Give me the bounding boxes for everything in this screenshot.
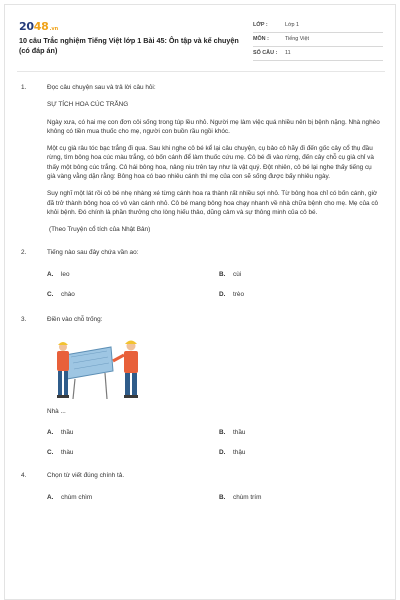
- builders-illustration: [47, 333, 157, 403]
- option-text: thầu: [233, 428, 246, 436]
- story-paragraph: Ngày xưa, có hai mẹ con đơn côi sống trong túp lều nhỏ. Người mẹ làm việc quá nhiều nên bị bệnh nặng. Nhà nghèo không có tiền mua thuốc cho mẹ, người con buồn rầu ngồi khóc.: [47, 118, 380, 135]
- answer-option-b[interactable]: [219, 493, 391, 502]
- option-text: leo: [61, 270, 70, 278]
- option-letter: B.: [219, 493, 226, 501]
- option-text: thàu: [61, 449, 74, 457]
- question-3: [21, 315, 381, 457]
- meta-value: Tiếng Việt: [285, 36, 309, 42]
- option-letter: C.: [47, 449, 54, 457]
- answer-options: [47, 493, 381, 502]
- question-number: 4.: [21, 472, 27, 480]
- header-divider: [17, 71, 385, 72]
- answer-option-a[interactable]: [47, 493, 219, 502]
- question-number: 1.: [21, 84, 27, 91]
- question-text: Đọc câu chuyện sau và trả lời câu hỏi:: [47, 84, 156, 91]
- option-letter: C.: [47, 290, 54, 298]
- answer-option-c[interactable]: [47, 448, 219, 457]
- question-2: [21, 248, 381, 299]
- option-letter: B.: [219, 428, 226, 436]
- question-text: Tiếng nào sau đây chứa vần ao:: [47, 249, 139, 257]
- builders-image: [47, 333, 157, 403]
- page-title: 10 câu Trắc nghiệm Tiếng Việt lớp 1 Bài 45: Ôn tập và kể chuyện (có đáp án): [19, 36, 239, 56]
- question-number: 2.: [21, 249, 27, 257]
- meta-table: [253, 19, 383, 61]
- question-text: Chọn từ viết đúng chính tả.: [47, 472, 125, 480]
- answer-option-c[interactable]: [47, 290, 219, 299]
- answer-option-a[interactable]: [47, 428, 219, 437]
- option-text: chào: [61, 290, 75, 298]
- option-letter: D.: [219, 449, 226, 457]
- answer-options: [47, 428, 381, 458]
- logo-text: 2048: [19, 20, 49, 33]
- story-source: (Theo Truyện cổ tích của Nhật Bản): [49, 226, 151, 234]
- story-title: SỰ TÍCH HOA CÚC TRẮNG: [47, 101, 129, 109]
- meta-row-count: [253, 47, 383, 61]
- answer-option-d[interactable]: [219, 290, 391, 299]
- option-text: chùm trím: [233, 493, 262, 501]
- answer-option-a[interactable]: [47, 270, 219, 279]
- meta-row-subject: [253, 33, 383, 47]
- meta-value: 11: [285, 50, 291, 56]
- story-paragraph: Một cụ già râu tóc bạc trắng đi qua. Sau khi nghe cô bé kể lại câu chuyện, cụ bảo cô hãy đi đến gốc cây cổ thụ đầu rừng, tìm bông hoa cúc màu trắng, có bốn cánh để làm thuốc cứu mẹ. Cô bé đi vào rừng, đến cây chỗ cụ già chỉ và thấy một bông cúc trắng. Cô hái bông hoa, nâng niu trên tay như là vật quý. Đột nhiên, cô bé lại nghe thấy tiếng cụ già vàng vằng dặn rằng: Bông hoa có bao nhiêu cánh thì mẹ của con sẽ sống được bấy nhiêu ngày.: [47, 145, 374, 180]
- question-1: [21, 83, 381, 234]
- answer-option-b[interactable]: [219, 270, 391, 279]
- site-logo[interactable]: [19, 19, 58, 31]
- fill-in-blank: Nhà ...: [47, 407, 66, 415]
- question-text: Điền vào chỗ trống:: [47, 316, 103, 324]
- question-number: 3.: [21, 316, 27, 324]
- meta-label: MÔN :: [253, 36, 269, 42]
- option-text: thậu: [233, 449, 246, 457]
- logo-tld: .vn: [49, 26, 59, 32]
- meta-label: LỚP :: [253, 22, 268, 28]
- option-letter: A.: [47, 493, 54, 501]
- option-letter: B.: [219, 270, 226, 278]
- worksheet-page: [4, 4, 396, 600]
- answer-option-b[interactable]: [219, 428, 391, 437]
- header: [13, 15, 389, 65]
- option-text: chùm chìm: [61, 493, 93, 501]
- meta-row-grade: [253, 19, 383, 33]
- story-paragraph: Suy nghĩ một lát rồi cô bé nhẹ nhàng xé từng cánh hoa ra thành rất nhiều sợi nhỏ. Từ bông hoa chỉ có bốn cánh, giờ đã trở thành bông hoa có vô vàn cánh nhỏ. Cô bé mang bông hoa chạy nhanh về nhà chữa bệnh cho mẹ. Mẹ của cô khỏi bệnh. Đó chính là phần thưởng cho lòng hiếu thảo, dũng cảm và sự thông minh của cô bé.: [47, 190, 379, 216]
- answer-options: [47, 270, 381, 300]
- option-letter: D.: [219, 290, 226, 298]
- question-list: [21, 83, 381, 502]
- meta-label: SỐ CÂU :: [253, 50, 278, 56]
- option-letter: A.: [47, 270, 54, 278]
- option-text: thầu: [61, 428, 74, 436]
- question-4: [21, 471, 381, 502]
- meta-value: Lớp 1: [285, 22, 300, 28]
- option-text: trèo: [233, 290, 245, 298]
- answer-option-d[interactable]: [219, 448, 391, 457]
- option-letter: A.: [47, 428, 54, 436]
- option-text: cùi: [233, 270, 242, 278]
